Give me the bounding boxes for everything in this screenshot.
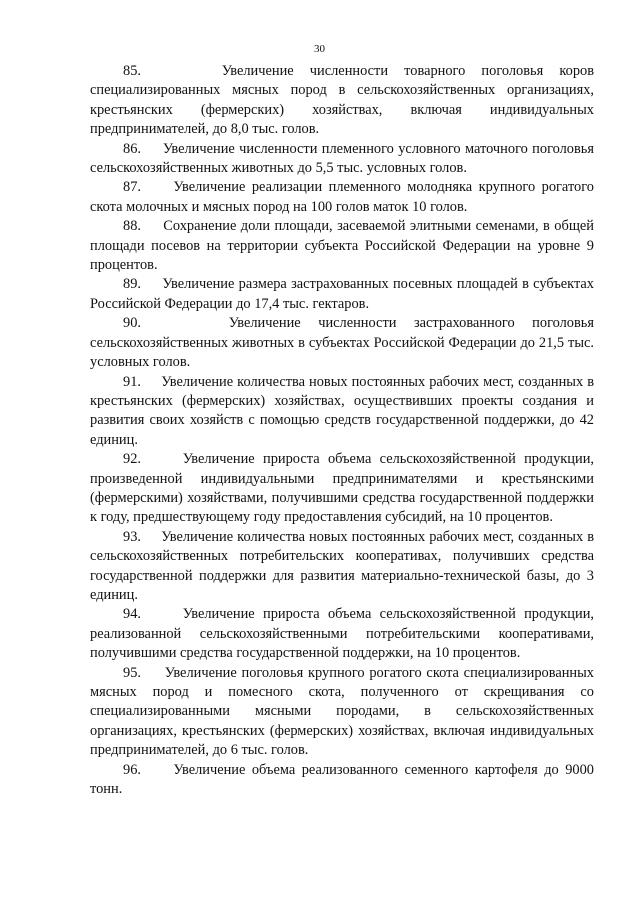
item-text: Увеличение численности товарного поголовья коров специализированных мясных пород в сельскохозяйственных организациях, крестьянских (фермерских) хозяйствах, включая индивидуальных предпринимателей, до 8,0 тыс. голов. [90,63,594,138]
item-text: Увеличение размера застрахованных посевных площадей в субъектах Российской Федерации до 17,4 тыс. гектаров. [90,276,594,312]
item-number: 89. [123,276,141,293]
list-item [90,314,594,372]
item-number: 92. [123,451,141,468]
list-item [90,605,594,663]
item-text: Увеличение поголовья крупного рогатого скота специализированных мясных пород и помесного скота, полученного от скрещивания со специализированными мясными породами, в сельскохозяйственных организациях, крестьянских (фермерских) хозяйствах, включая индивидуальных предпринимателей, до 6 тыс. голов. [90,664,594,759]
item-text: Увеличение количества новых постоянных рабочих мест, созданных в сельскохозяйственных потребительских кооперативах, получивших средства государственной поддержки для развития материально-технической базы, до 3 единиц. [90,528,594,603]
item-text: Увеличение численности застрахованного поголовья сельскохозяйственных животных в субъектах Российской Федерации до 21,5 тыс. условных голов. [90,315,594,371]
item-number: 95. [123,664,141,681]
list-item [90,140,594,179]
list-item [90,664,594,761]
item-number: 90. [123,315,141,332]
item-number: 88. [123,218,141,235]
list-item [90,528,594,606]
item-text: Увеличение объема реализованного семенного картофеля до 9000 тонн. [90,761,594,798]
item-number: 94. [123,606,141,623]
item-text: Увеличение прироста объема сельскохозяйственной продукции, реализованной сельскохозяйственными потребительскими кооперативами, получившими средства государственной поддержки, на 10 процентов. [90,606,594,662]
list-item [90,275,594,314]
item-number: 91. [123,373,141,390]
list-item [90,62,594,140]
item-text: Увеличение количества новых постоянных рабочих мест, созданных в крестьянских (фермерских) хозяйствах, осуществивших проекты создания и развития своих хозяйств с помощью средств государственной поддержки, до 42 единиц. [90,373,594,448]
list-item [90,217,594,275]
page-number: 30 [314,43,325,55]
item-number: 86. [123,140,141,157]
list-item [90,373,594,451]
list-item [90,178,594,217]
item-number: 87. [123,179,141,196]
list-item [90,761,594,800]
item-text: Сохранение доли площади, засеваемой элитными семенами, в общей площади посевов на территории субъекта Российской Федерации на уровне 9 процентов. [90,218,594,274]
item-number: 96. [123,761,141,778]
item-number: 93. [123,528,141,545]
list-item [90,450,594,528]
item-text: Увеличение реализации племенного молодняка крупного рогатого скота молочных и мясных пород на 100 голов маток 10 голов. [90,179,594,215]
item-number: 85. [123,63,141,79]
item-text: Увеличение прироста объема сельскохозяйственной продукции, произведенной индивидуальными предпринимателями и крестьянскими (фермерскими) хозяйствами, получившими средства государственной поддержки к году, предшествующему году предоставления субсидий, на 10 процентов. [90,451,594,526]
document-body [90,62,594,799]
item-text: Увеличение численности племенного условного маточного поголовья сельскохозяйственных животных до 5,5 тыс. условных голов. [90,140,594,177]
